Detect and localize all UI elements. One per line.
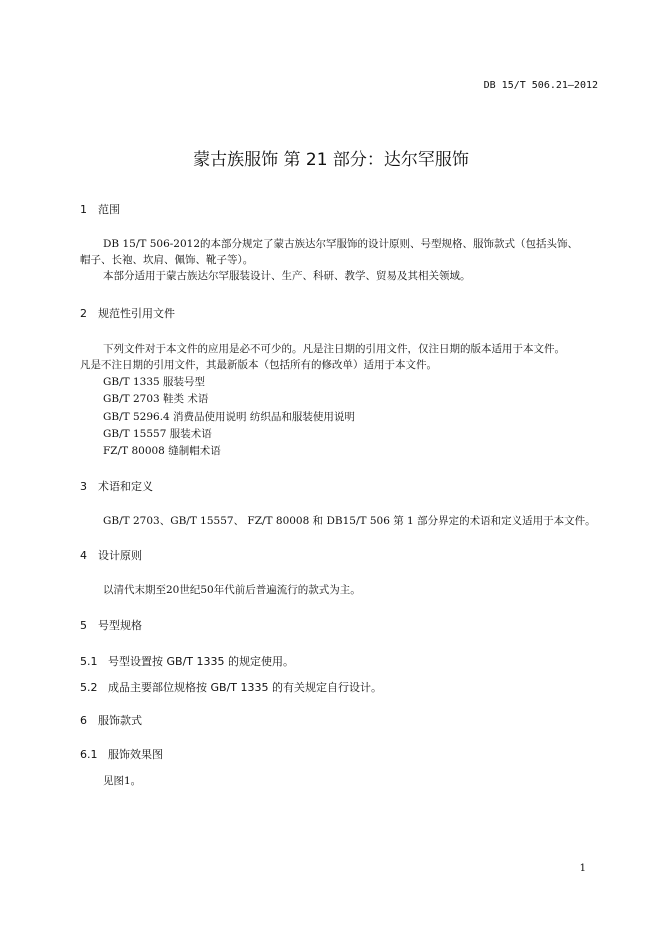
section-1-heading (80, 201, 120, 217)
paragraph-line: 以清代末期至20世纪50年代前后普遍流行的款式为主。 (103, 584, 361, 596)
reference-item: GB/T 1335 服装号型 (103, 376, 206, 388)
reference-item: GB/T 5296.4 消费品使用说明 纺织品和服装使用说明 (103, 411, 355, 423)
subsection-number: 6.1 (80, 748, 98, 761)
section-5-heading (80, 617, 142, 633)
paragraph-line: GB/T 2703、GB/T 15557、 FZ/T 80008 和 DB15/T 506 第 1 部分界定的术语和定义适用于本文件。 (103, 515, 596, 527)
section-4-heading (80, 547, 142, 563)
section-2-heading (80, 305, 175, 321)
section-6-heading (80, 712, 142, 728)
page-number: 1 (579, 863, 586, 874)
section-number: 3 (80, 480, 87, 493)
paragraph-line: 帽子、长袍、坎肩、佩饰、靴子等）。 (80, 254, 254, 266)
subsection-5-2 (80, 679, 382, 695)
subsection-5-1 (80, 653, 294, 669)
subsection-text: 成品主要部位规格按 GB/T 1335 的有关规定自行设计。 (108, 681, 382, 694)
reference-item: GB/T 2703 鞋类 术语 (103, 393, 209, 405)
section-title: 设计原则 (98, 549, 142, 562)
section-number: 5 (80, 619, 87, 632)
section-title: 规范性引用文件 (98, 307, 175, 320)
document-title: 蒙古族服饰 第 21 部分：达尔罕服饰 (193, 150, 469, 170)
paragraph-line: 本部分适用于蒙古族达尔罕服装设计、生产、科研、教学、贸易及其相关领域。 (103, 270, 471, 282)
reference-item: GB/T 15557 服装术语 (103, 428, 212, 440)
section-number: 2 (80, 307, 87, 320)
subsection-number: 5.2 (80, 681, 98, 694)
paragraph-line: 见图1。 (103, 775, 142, 787)
section-title: 术语和定义 (98, 480, 153, 493)
paragraph-line: DB 15/T 506-2012的本部分规定了蒙古族达尔罕服饰的设计原则、号型规格、服饰款式（包括头饰、 (103, 238, 579, 250)
section-number: 4 (80, 549, 87, 562)
reference-item: FZ/T 80008 缝制帽术语 (103, 445, 221, 457)
section-title: 服饰款式 (98, 714, 142, 727)
subsection-number: 5.1 (80, 655, 98, 668)
section-3-heading (80, 478, 153, 494)
standard-number: DB 15/T 506.21—2012 (483, 80, 598, 91)
paragraph-line: 凡是不注日期的引用文件，其最新版本（包括所有的修改单）适用于本文件。 (80, 359, 437, 371)
paragraph-line: 下列文件对于本文件的应用是必不可少的。凡是注日期的引用文件，仅注日期的版本适用于本文件。 (103, 343, 565, 355)
section-title: 号型规格 (98, 619, 142, 632)
section-title: 范围 (98, 203, 120, 216)
subsection-text: 服饰效果图 (108, 748, 163, 761)
subsection-text: 号型设置按 GB/T 1335 的规定使用。 (108, 655, 294, 668)
subsection-6-1 (80, 746, 163, 762)
section-number: 6 (80, 714, 87, 727)
section-number: 1 (80, 203, 87, 216)
